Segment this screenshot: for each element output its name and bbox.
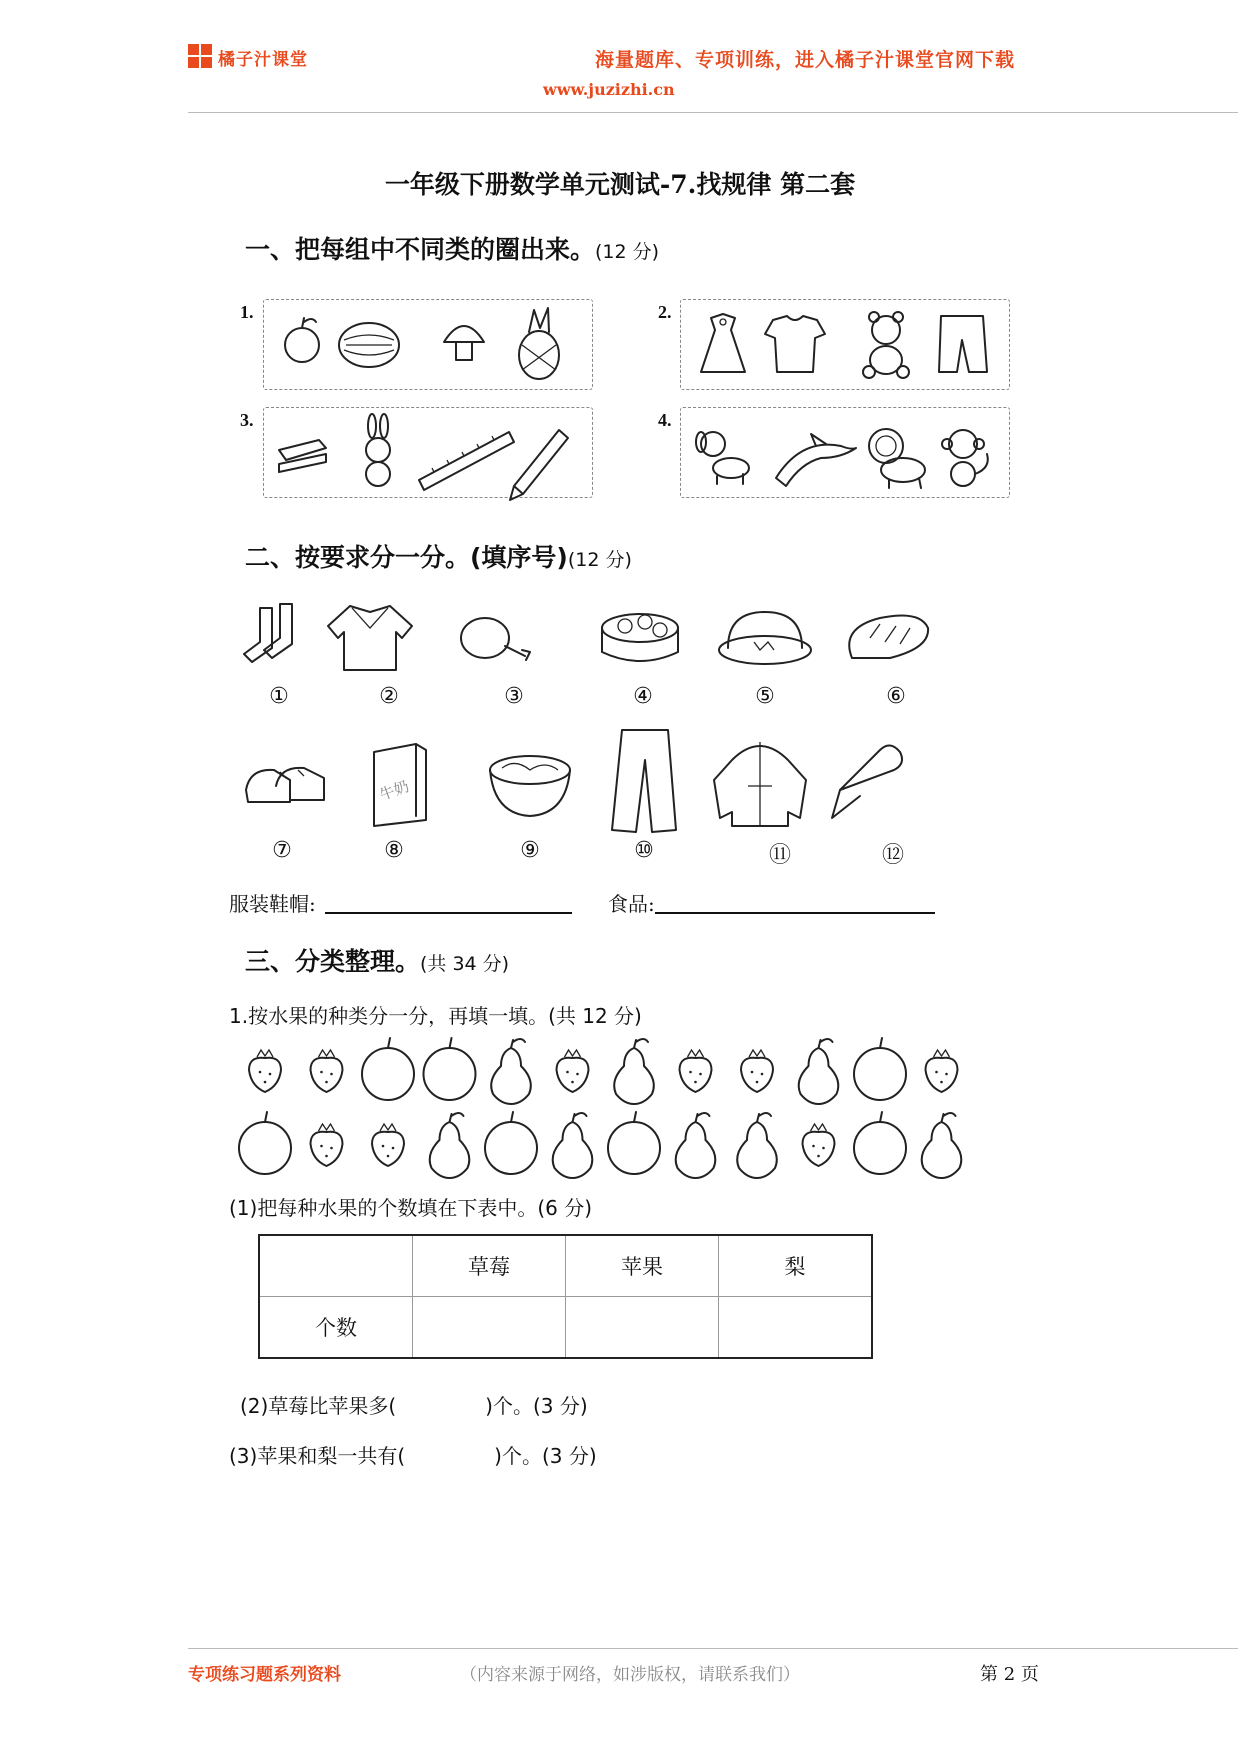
item-number: ⑤ <box>755 684 775 709</box>
apple-icon <box>854 1112 906 1174</box>
pear-icon <box>430 1113 470 1178</box>
brand-name: 橘子汁课堂 <box>218 49 308 70</box>
header-divider <box>188 112 1238 113</box>
dress-icon[interactable] <box>701 314 745 372</box>
section2-heading: 二、按要求分一分。(填序号)(12 分) <box>245 543 632 572</box>
hoodie-icon[interactable] <box>714 742 806 826</box>
strawberry-icon <box>557 1050 589 1092</box>
apple-count-cell[interactable] <box>566 1297 719 1359</box>
strawberry-icon <box>741 1050 773 1092</box>
item-number: ⑥ <box>886 684 906 709</box>
pear-icon <box>799 1039 839 1104</box>
item-number: ⑪ <box>768 843 791 868</box>
question-1-1: (1)把每种水果的个数填在下表中。(6 分) <box>229 1196 593 1220</box>
table-header-apple: 苹果 <box>566 1235 719 1297</box>
bread-icon[interactable] <box>849 616 928 658</box>
tshirt-icon[interactable] <box>765 316 825 372</box>
clothing-answer-blank[interactable] <box>325 912 572 914</box>
chicken-leg-icon[interactable] <box>461 618 530 660</box>
section3-heading: 三、分类整理。(共 34 分) <box>245 947 510 976</box>
socks-icon[interactable] <box>244 604 292 662</box>
shoes-icon[interactable] <box>246 768 324 802</box>
apple-icon <box>854 1038 906 1100</box>
group-4-box <box>680 407 1010 498</box>
sailor-shirt-icon[interactable] <box>328 606 412 670</box>
milk-label: 牛奶 <box>377 777 412 805</box>
logo-icon <box>188 44 214 70</box>
item-number: ⑨ <box>520 838 540 863</box>
apple-icon <box>239 1112 291 1174</box>
strawberry-icon <box>311 1124 343 1166</box>
strawberry-count-cell[interactable] <box>413 1297 566 1359</box>
dolphin-icon[interactable] <box>776 434 856 486</box>
trousers-icon[interactable] <box>612 730 676 832</box>
group-label: 3. <box>240 410 254 430</box>
milk-carton-icon[interactable] <box>374 744 426 826</box>
group-3-pictures <box>264 408 594 499</box>
footer-series: 专项练习题系列资料 <box>188 1665 341 1685</box>
question-1: 1.按水果的种类分一分，再填一填。(共 12 分) <box>229 1004 642 1028</box>
section2-row2-pictures <box>240 730 960 840</box>
hat-icon[interactable] <box>719 612 811 664</box>
puppy-icon[interactable] <box>696 432 749 484</box>
group-label: 2. <box>658 302 672 322</box>
buns-basket-icon[interactable] <box>602 614 678 661</box>
group-4-pictures <box>681 408 1011 499</box>
group-3-box <box>263 407 593 498</box>
table-header-strawberry: 草莓 <box>413 1235 566 1297</box>
pear-icon <box>737 1113 777 1178</box>
pineapple-icon[interactable] <box>519 308 559 379</box>
food-answer-blank[interactable] <box>655 912 935 914</box>
footer-copyright: （内容来源于网络，如涉版权，请联系我们） <box>460 1665 800 1685</box>
fruit-count-table <box>258 1234 873 1359</box>
apple-icon <box>485 1112 537 1174</box>
question-1-3: (3)苹果和梨一共有( )个。(3 分) <box>229 1444 597 1468</box>
strawberry-icon <box>372 1124 404 1166</box>
page-number: 第 2 页 <box>980 1664 1039 1685</box>
strawberry-icon <box>803 1124 835 1166</box>
rabbit-icon[interactable] <box>366 414 390 486</box>
item-number: ③ <box>504 684 524 709</box>
stapler-icon[interactable] <box>279 440 326 472</box>
item-number: ⑦ <box>272 838 292 863</box>
question-1-2: (2)草莓比苹果多( )个。(3 分) <box>240 1394 588 1418</box>
apple-icon <box>424 1038 476 1100</box>
ruler-icon[interactable] <box>419 432 514 490</box>
page-title: 一年级下册数学单元测试-7.找规律 第二套 <box>384 170 856 199</box>
apple-icon <box>608 1112 660 1174</box>
food-label: 食品: <box>608 892 655 916</box>
row-label: 个数 <box>259 1297 413 1359</box>
table-header-cell <box>259 1235 413 1297</box>
section2-row1-pictures <box>240 598 960 688</box>
group-1-pictures <box>264 300 594 391</box>
strawberry-icon <box>926 1050 958 1092</box>
table-header-row <box>259 1235 872 1297</box>
item-number: ① <box>269 684 289 709</box>
ice-cream-icon[interactable] <box>832 745 902 818</box>
footer-divider <box>188 1648 1238 1649</box>
pear-count-cell[interactable] <box>719 1297 873 1359</box>
fruit-grid <box>235 1040 1035 1180</box>
strawberry-icon <box>311 1050 343 1092</box>
item-number: ⑩ <box>634 838 654 863</box>
monkey-icon[interactable] <box>942 430 988 486</box>
header-website: www.juzizhi.cn <box>543 80 675 99</box>
table-row <box>259 1297 872 1359</box>
lion-icon[interactable] <box>869 429 925 488</box>
teddy-bear-icon[interactable] <box>863 312 909 378</box>
table-header-pear: 梨 <box>719 1235 873 1297</box>
pencil-icon[interactable] <box>510 430 568 500</box>
pear-icon <box>491 1039 531 1104</box>
strawberry-icon <box>249 1050 281 1092</box>
item-number: ② <box>379 684 399 709</box>
watermelon-icon[interactable] <box>339 323 399 367</box>
clothing-label: 服装鞋帽: <box>229 892 316 916</box>
item-number: ⑧ <box>384 838 404 863</box>
group-label: 1. <box>240 302 254 322</box>
group-1-box <box>263 299 593 390</box>
group-2-pictures <box>681 300 1011 391</box>
noodle-bowl-icon[interactable] <box>490 756 570 816</box>
fruit-marks <box>239 1038 961 1178</box>
mushroom-icon[interactable] <box>444 326 484 360</box>
pear-icon <box>553 1113 593 1178</box>
apple-icon <box>362 1038 414 1100</box>
brand-logo <box>188 44 308 70</box>
group-label: 4. <box>658 410 672 430</box>
pear-icon <box>614 1039 654 1104</box>
item-number: ④ <box>633 684 653 709</box>
strawberry-icon <box>680 1050 712 1092</box>
item-number: ⑫ <box>881 843 904 868</box>
pear-icon <box>676 1113 716 1178</box>
shorts-icon[interactable] <box>939 316 987 372</box>
pear-icon <box>922 1113 962 1178</box>
section1-heading: 一、把每组中不同类的圈出来。(12 分) <box>245 235 660 264</box>
header-slogan: 海量题库、专项训练，进入橘子汁课堂官网下载 <box>595 49 1016 71</box>
apple-icon[interactable] <box>285 318 319 362</box>
group-2-box <box>680 299 1010 390</box>
